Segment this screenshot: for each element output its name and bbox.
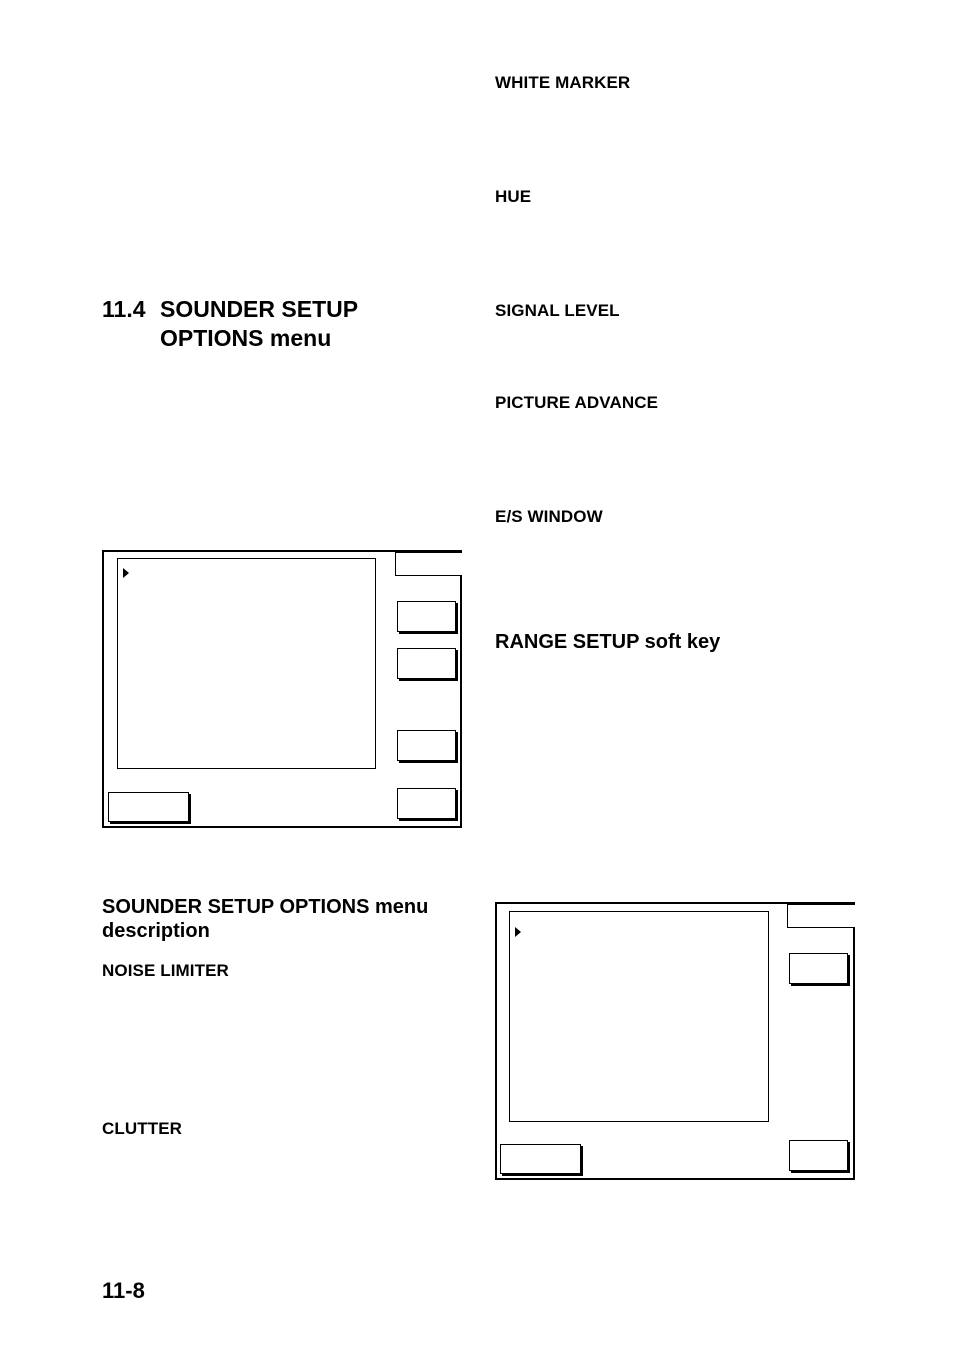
softkey-bottom-left[interactable] — [108, 792, 189, 822]
right-triangle-cursor-icon — [515, 927, 521, 937]
softkey-4[interactable] — [397, 788, 456, 819]
section-number: 11.4 — [102, 296, 146, 322]
softkey-1[interactable] — [397, 601, 456, 632]
softkey-title-box — [395, 552, 462, 576]
heading-hue: HUE — [495, 187, 532, 206]
section-title — [160, 295, 358, 353]
sounder-setup-options-screen — [102, 550, 462, 828]
heading-range-setup-soft-key: RANGE SETUP soft key — [495, 631, 721, 653]
right-triangle-cursor-icon — [123, 568, 129, 578]
menu-area — [117, 558, 376, 769]
softkey-1[interactable] — [789, 953, 848, 984]
section-title-line-2: OPTIONS menu — [160, 325, 332, 351]
description-heading: SOUNDER SETUP OPTIONS menu description — [102, 896, 429, 942]
heading-es-window: E/S WINDOW — [495, 507, 603, 526]
heading-picture-advance: PICTURE ADVANCE — [495, 393, 659, 412]
page-number: 11-8 — [102, 1278, 145, 1303]
softkey-2[interactable] — [789, 1140, 848, 1171]
softkey-title-box — [787, 904, 855, 928]
menu-area — [509, 911, 769, 1122]
range-setup-screen — [495, 902, 855, 1180]
softkey-2[interactable] — [397, 648, 456, 679]
heading-clutter: CLUTTER — [102, 1119, 183, 1138]
softkey-3[interactable] — [397, 730, 456, 761]
softkey-bottom-left[interactable] — [500, 1144, 581, 1174]
heading-signal-level: SIGNAL LEVEL — [495, 301, 620, 320]
section-title-line-1: SOUNDER SETUP — [160, 296, 359, 322]
heading-white-marker: WHITE MARKER — [495, 73, 631, 92]
heading-noise-limiter: NOISE LIMITER — [102, 961, 229, 980]
